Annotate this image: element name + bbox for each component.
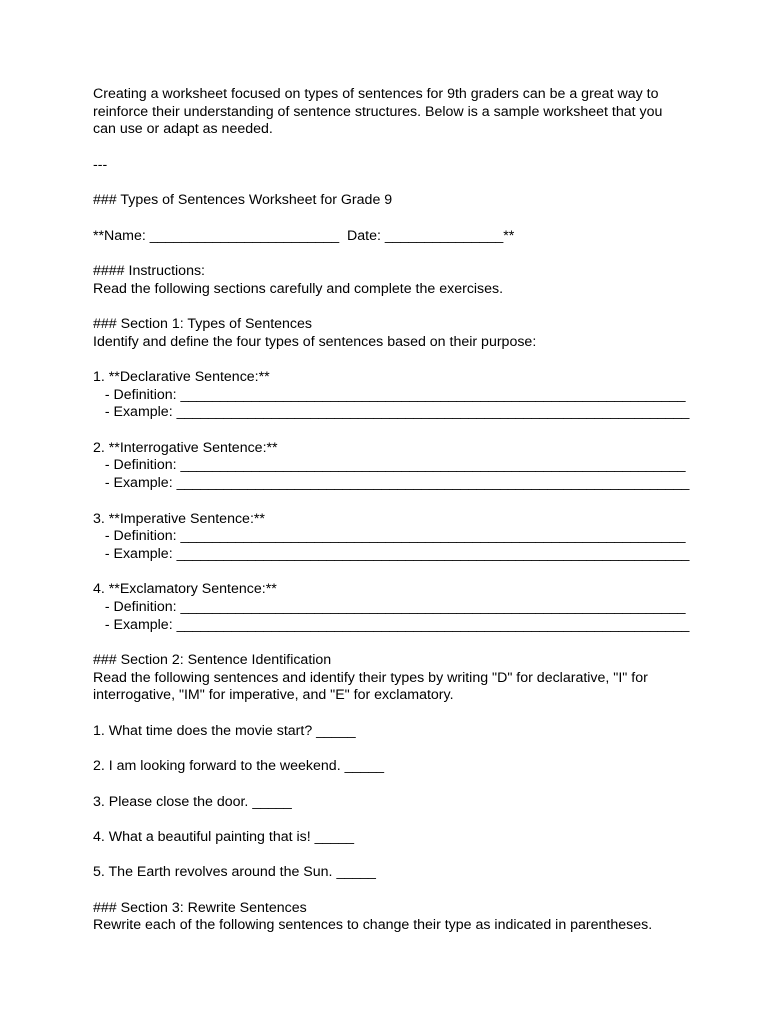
name-date-line: **Name: ________________________ Date: _______________** — [93, 227, 515, 244]
separator: --- — [93, 156, 108, 173]
spacer — [93, 705, 733, 723]
spacer — [93, 740, 733, 758]
spacer — [93, 811, 733, 829]
section1-prompt: Identify and define the four types of sentences based on their purpose: — [93, 333, 537, 350]
section1-item-example: - Example: _________________________________________________________________ — [93, 475, 690, 492]
section1-item-title: 2. **Interrogative Sentence:** — [93, 439, 278, 456]
section2-prompt-line: interrogative, "IM" for imperative, and "E" for exclamatory. — [93, 687, 454, 704]
section2-item: 2. I am looking forward to the weekend. _____ — [93, 758, 385, 775]
section1-item-definition: - Definition: ________________________________________________________________ — [93, 528, 686, 545]
section2-prompt-line: Read the following sentences and identify their types by writing "D" for declarative, "I" for — [93, 669, 648, 686]
spacer — [93, 245, 733, 263]
spacer — [93, 882, 733, 900]
spacer — [93, 174, 733, 192]
spacer — [93, 422, 733, 440]
section1-item-example: - Example: _________________________________________________________________ — [93, 616, 690, 633]
section2-item: 5. The Earth revolves around the Sun. _____ — [93, 864, 376, 881]
section2-heading: ### Section 2: Sentence Identification — [93, 652, 332, 668]
intro-line-1: Creating a worksheet focused on types of sentences for 9th graders can be a great way to — [93, 86, 659, 102]
section1-item-title: 4. **Exclamatory Sentence:** — [93, 581, 277, 598]
spacer — [93, 298, 733, 316]
section3-prompt: Rewrite each of the following sentences to change their type as indicated in parentheses. — [93, 917, 653, 934]
section1-item-title: 3. **Imperative Sentence:** — [93, 510, 265, 527]
spacer — [93, 564, 733, 582]
section1-item-example: - Example: _________________________________________________________________ — [93, 404, 690, 421]
section2-item: 4. What a beautiful painting that is! _____ — [93, 828, 355, 845]
worksheet-document — [93, 86, 733, 935]
spacer — [93, 493, 733, 511]
spacer — [93, 776, 733, 794]
spacer — [93, 634, 733, 652]
intro-line-2: reinforce their understanding of sentence structures. Below is a sample worksheet that you — [93, 103, 663, 120]
section1-item-title: 1. **Declarative Sentence:** — [93, 369, 270, 385]
spacer — [93, 351, 733, 369]
section3-heading: ### Section 3: Rewrite Sentences — [93, 899, 307, 916]
section1-heading: ### Section 1: Types of Sentences — [93, 315, 313, 332]
spacer — [93, 847, 733, 865]
section2-item: 3. Please close the door. _____ — [93, 793, 292, 810]
intro-line-3: can use or adapt as needed. — [93, 121, 273, 138]
section1-item-definition: - Definition: ________________________________________________________________ — [93, 457, 686, 474]
instructions-text: Read the following sections carefully and complete the exercises. — [93, 280, 504, 297]
spacer — [93, 139, 733, 157]
spacer — [93, 210, 733, 228]
section1-item-definition: - Definition: ________________________________________________________________ — [93, 598, 686, 615]
section1-item-example: - Example: _________________________________________________________________ — [93, 545, 690, 562]
instructions-heading: #### Instructions: — [93, 262, 205, 279]
section2-item: 1. What time does the movie start? _____ — [93, 722, 356, 739]
section1-item-definition: - Definition: ________________________________________________________________ — [93, 386, 686, 403]
worksheet-title: ### Types of Sentences Worksheet for Grade 9 — [93, 192, 393, 209]
